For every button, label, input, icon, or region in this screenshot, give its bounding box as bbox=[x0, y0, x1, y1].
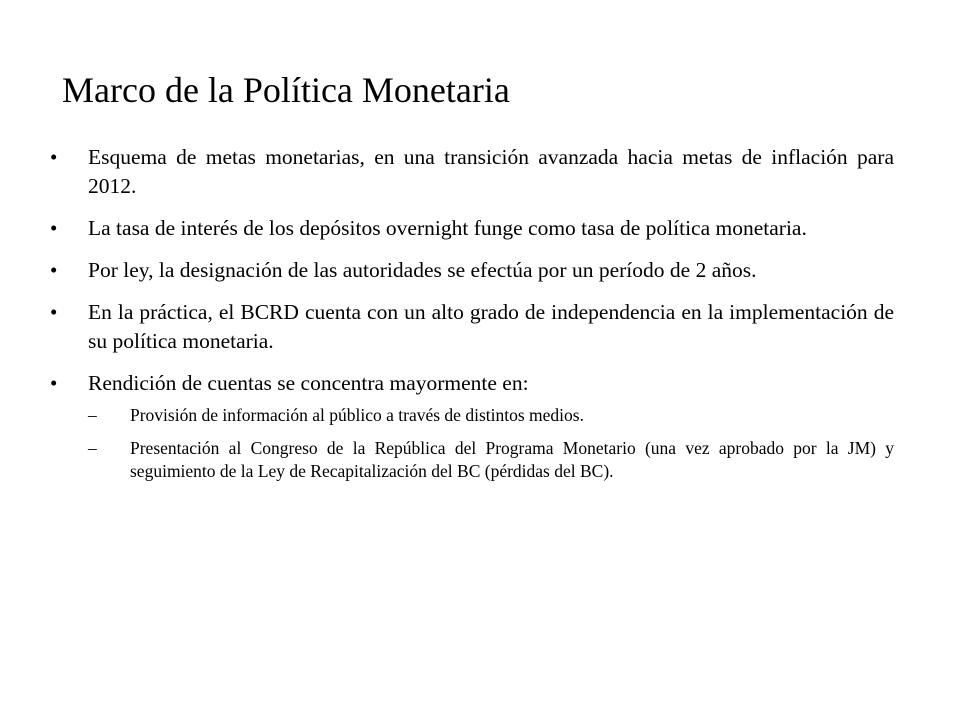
bullet-marker: • bbox=[50, 258, 58, 282]
bullet-item bbox=[48, 256, 894, 285]
bullet-marker: • bbox=[50, 371, 58, 395]
bullet-item bbox=[48, 214, 894, 243]
bullet-marker: • bbox=[50, 216, 58, 240]
bullet-list bbox=[48, 143, 894, 496]
sub-bullet-item bbox=[88, 404, 894, 427]
bullet-text: En la práctica, el BCRD cuenta con un alto grado de independencia en la implementación de su política monetaria. bbox=[88, 300, 894, 353]
slide-title: Marco de la Política Monetaria bbox=[62, 70, 510, 110]
sub-bullet-item bbox=[88, 437, 894, 483]
bullet-marker: • bbox=[50, 145, 58, 169]
bullet-text: La tasa de interés de los depósitos overnight funge como tasa de política monetaria. bbox=[88, 216, 807, 240]
sub-bullet-marker: – bbox=[88, 438, 97, 458]
sub-bullet-text: Presentación al Congreso de la República del Programa Monetario (una vez aprobado por la JM) y seguimiento de la Ley de Recapitalización del BC (pérdidas del BC). bbox=[130, 438, 894, 481]
sub-bullet-marker: – bbox=[88, 405, 97, 425]
bullet-text: Esquema de metas monetarias, en una transición avanzada hacia metas de inflación para 2012. bbox=[88, 145, 894, 198]
bullet-marker: • bbox=[50, 300, 58, 324]
sub-bullet-text: Provisión de información al público a través de distintos medios. bbox=[130, 405, 584, 425]
bullet-item bbox=[48, 369, 894, 483]
bullet-text: Rendición de cuentas se concentra mayormente en: bbox=[88, 371, 529, 395]
bullet-item bbox=[48, 298, 894, 356]
bullet-item bbox=[48, 143, 894, 201]
sub-bullet-list bbox=[88, 404, 894, 483]
bullet-text: Por ley, la designación de las autoridades se efectúa por un período de 2 años. bbox=[88, 258, 757, 282]
